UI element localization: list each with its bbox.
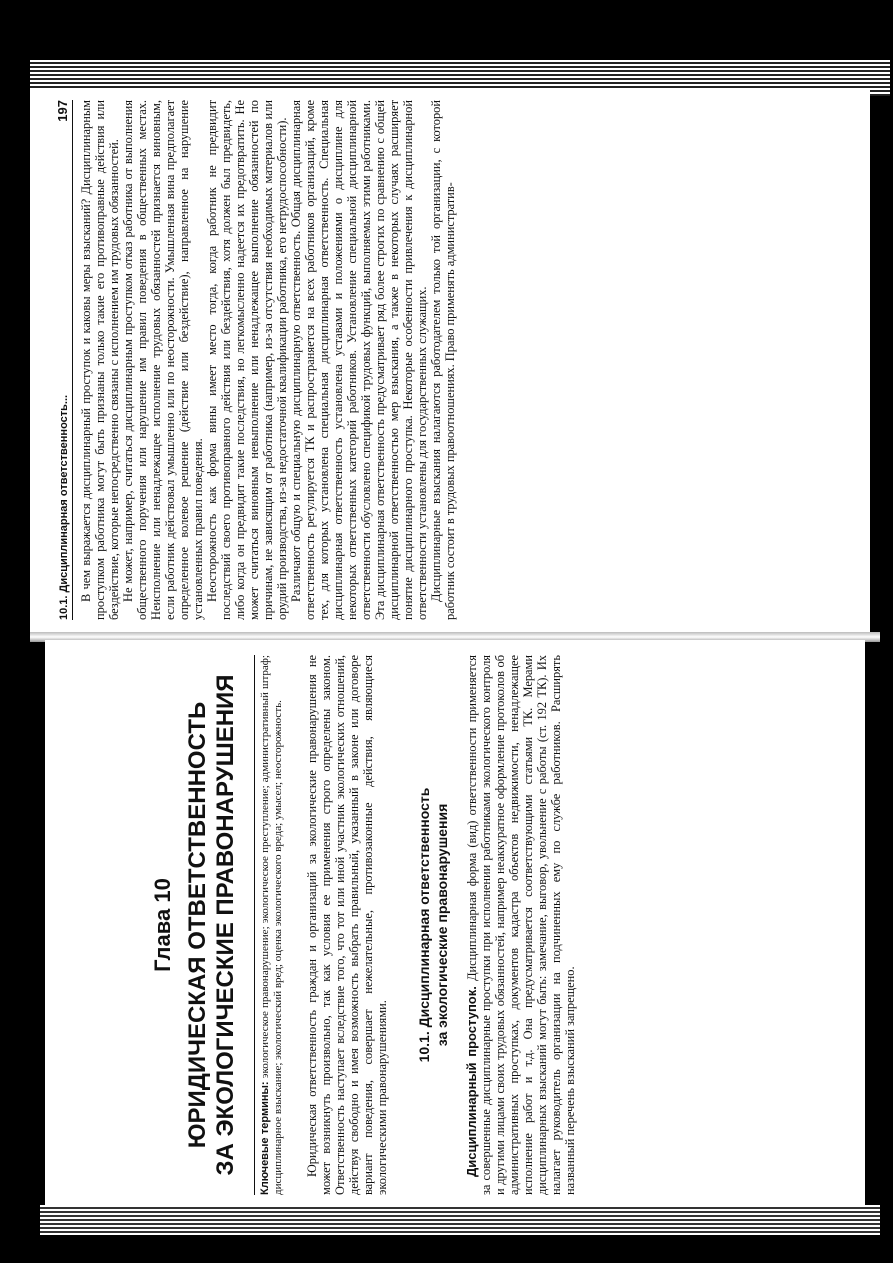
body-paragraph: В чем выражается дисциплинарный проступок и каковы меры взысканий? Дисциплинарным проступком работника могут быть признаны только такие его противоправные действия или бездействие, которые непосредственно связаны с исполнением им трудовых обязанностей. xyxy=(79,100,121,620)
left-page-content xyxy=(60,655,840,1195)
lead-paragraph xyxy=(465,655,577,1195)
keywords-block xyxy=(259,655,285,1195)
chapter-title xyxy=(184,655,240,1195)
chapter-label: Глава 10 xyxy=(150,878,175,972)
lead-term: Дисциплинарный проступок. xyxy=(464,986,479,1177)
section-title-line2: за экологические правонарушения xyxy=(434,803,450,1047)
body-paragraph: Не может, например, считаться дисциплинарным проступком отказ работника от выполнения общественного поручения или нарушение им правил поведения в общественных местах. Неисполнение или ненадлежащее исполнение трудовых обязанностей признается виновным, если работник действовал умышленно или по неосторожности. Умышленная вина предполагает определенное волевое решение (действие или бездействие), направленное на нарушение установленных правил поведения. xyxy=(121,100,205,620)
body-paragraph: Дисциплинарные взыскания налагаются работодателем только той организации, с которой работник состоит в трудовых правоотношениях. Право применять административ- xyxy=(429,100,457,620)
keywords-label: Ключевые термины: xyxy=(259,1081,271,1195)
body-paragraph: Различают общую и специальную дисциплинарную ответственность. Общая дисциплинарная ответственность регулируется ТК и распространяется на всех работников организаций, кроме тех, для которых установлена специальная дисциплинарная ответственность. Специальная дисциплинарная ответственность установлена уставами и положениями о дисциплине для некоторых ответственных категорий работников. Установление специальной дисциплинарной ответственности обусловлено спецификой трудовых функций, выполняемых этими работниками. Эта дисциплинарная ответственность предусматривает ряд более строгих по сравнению с общей дисциплинарной ответственностью мер взыскания, а также в некоторых случаях расширяет понятие дисциплинарного проступка. Некоторые особенности привлечения к дисциплинарной ответственности установлены для государственных служащих. xyxy=(289,100,429,620)
keywords-text: экологическое правонарушение; экологическое преступление; административный штраф; дисциплинарное взыскание; экологический вред; оценка экологического вреда; умысел; неосторожность. xyxy=(259,655,284,1195)
page-number: 197 xyxy=(55,100,70,122)
page-stack-bottom-edge xyxy=(40,1205,880,1235)
body-paragraph: Неосторожность как форма вины имеет место тогда, когда работник не предвидит последствий своего противоправного действия или бездействия, хотя должен был предвидеть, либо когда он предвидит такие последствия, но легкомысленно надеется их предотвратить. Не может считаться виновным невыполнение или ненадлежащее выполнение обязанностей по причинам, не зависящим от работника (например, из-за отсутствия необходимых материалов или орудий производства, из-за недостаточной квалификации работника, его нетрудоспособности). xyxy=(205,100,289,620)
running-head xyxy=(55,100,73,620)
chapter-title-line2: ЗА ЭКОЛОГИЧЕСКИЕ ПРАВОНАРУШЕНИЯ xyxy=(212,674,239,1176)
intro-paragraph: Юридическая ответственность граждан и организаций за экологические правонарушения не может возникнуть произвольно, так как условия ее применения строго определены законом. Ответственность наступает вследствие того, что тот или иной участник экологических отношений, действуя свободно и имея возможность выбрать правильный, указанный в законе или договоре вариант поведения, совершает нежелательные, противозаконные действия, являющиеся экологическими правонарушениями. xyxy=(305,655,389,1195)
section-title-line1: 10.1. Дисциплинарная ответственность xyxy=(416,787,432,1063)
keywords-rule xyxy=(254,655,255,1195)
lead-text: Дисциплинарная форма (вид) ответственности применяется за совершенные дисциплинарные проступки при исполнении работниками экологического контроля и другими лицами своих трудовых обязанностей, например неаккуратное оформление протоколов об административных проступках, документов кадастра объектов недвижимости, ненадлежащее исполнение работ и т.д. Она предусматривается соответствующими статьями ТК. Мерами дисциплинарных взысканий могут быть: замечание, выговор, увольнение с работы (ст. 192 ТК). Их налагает руководитель организации на подчиненных ему по службе работников. Расширять названный перечень взысканий запрещено. xyxy=(465,655,577,1195)
right-page-content xyxy=(55,100,845,620)
running-head-title: 10.1. Дисциплинарная ответственность... xyxy=(58,394,70,620)
chapter-title-line1: ЮРИДИЧЕСКАЯ ОТВЕТСТВЕННОСТЬ xyxy=(184,701,211,1149)
section-title xyxy=(415,655,451,1195)
